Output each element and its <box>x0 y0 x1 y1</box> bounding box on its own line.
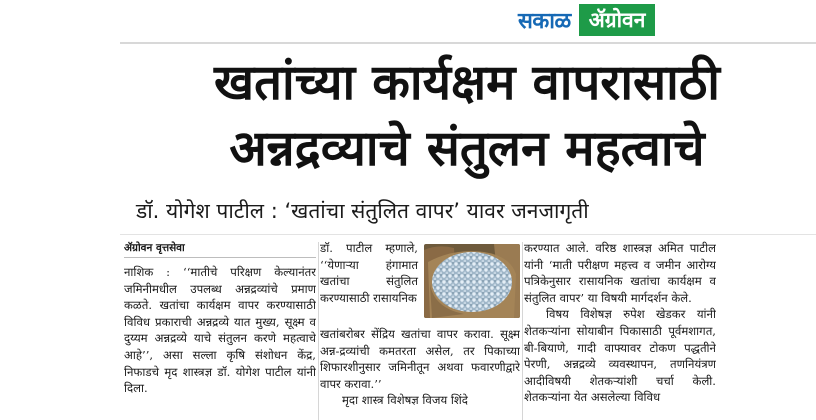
subheadline: डॉ. योगेश पाटील : ‘खतांचा संतुलित वापर’ यावर जनजागृती <box>136 199 589 223</box>
column-divider <box>522 242 523 420</box>
fertilizer-photo <box>424 244 520 318</box>
article-paragraph: डॉ. पाटील म्हणाले, ‘‘येणाऱ्या हंगामात खतांचा संतुलित करण्यासाठी रासायनिक <box>320 241 418 305</box>
column-divider <box>318 242 319 420</box>
headline-line-1: खतांच्या कार्यक्षम वापरासाठी <box>214 54 720 111</box>
brand-agrowon-logo: ॲग्रोवन <box>579 4 656 36</box>
article-paragraph: विषय विशेषज्ञ रुपेश खेडकर यांनी शेतकऱ्यांना सोयाबीन पिकासाठी पूर्वमशागत, बी-बियाणे, गादी वाफ्यावर टोकण पद्धतीने पेरणी, अन्नद्रव्ये व्यवस्थापन, तणनियंत्रण आदीविषयी शेतकऱ्यांशी चर्चा केली. शेतकऱ्यांना येत असलेल्या विविध <box>524 307 716 405</box>
article-column-2 <box>320 240 520 420</box>
article-paragraph: मृदा शास्त्र विशेषज्ञ विजय शिंदे <box>342 393 468 408</box>
article-column-1 <box>124 240 316 420</box>
article-paragraph: नाशिक : ‘‘मातीचे परिक्षण केल्यानंतर जमिनीमधील उपलब्ध अन्नद्रव्यांचे प्रमाण कळते. खतांचा कार्यक्षम वापर करण्यासाठी विविध प्रकाराची अन्नद्रव्ये यात मुख्य, सूक्ष्म व दुय्यम अन्नद्रव्ये याचे संतुलन करणे महत्वाचे आहे’’, असा सल्ला कृषि संशोधन केंद्र, निफाडचे मृद शास्त्रज्ञ डॉ. योगेश पाटील यांनी दिला. <box>124 265 316 396</box>
brand-sakal-logo: सकाळ <box>518 9 571 34</box>
masthead-divider <box>120 42 816 44</box>
column-2-top <box>320 240 520 326</box>
article-paragraph: खतांबरोबर सेंद्रिय खतांचा वापर करावा. सूक्ष्म अन्न-द्रव्यांची कमतरता असेल, तर पिकाच्या शिफारशीनुसार जमिनीतून अथवा फवारणीद्वारे वापर करावा.’’ <box>320 327 520 391</box>
subheadline-divider <box>120 234 816 235</box>
news-credit: ॲग्रोवन वृत्तसेवा <box>124 240 316 258</box>
masthead <box>516 4 655 36</box>
headline <box>118 50 816 182</box>
article-column-3 <box>524 240 716 420</box>
article-paragraph: करण्यात आले. वरिष्ठ शास्त्रज्ञ अमित पाटील यांनी ‘माती परीक्षण महत्त्व व जमीन आरोग्य पत्रिकेनुसार रासायनिक खतांचा कार्यक्षम व संतुलित वापर’ या विषयी मार्गदर्शन केले. <box>524 241 716 305</box>
headline-line-2: अन्नद्रव्याचे संतुलन महत्वाचे <box>229 120 705 177</box>
